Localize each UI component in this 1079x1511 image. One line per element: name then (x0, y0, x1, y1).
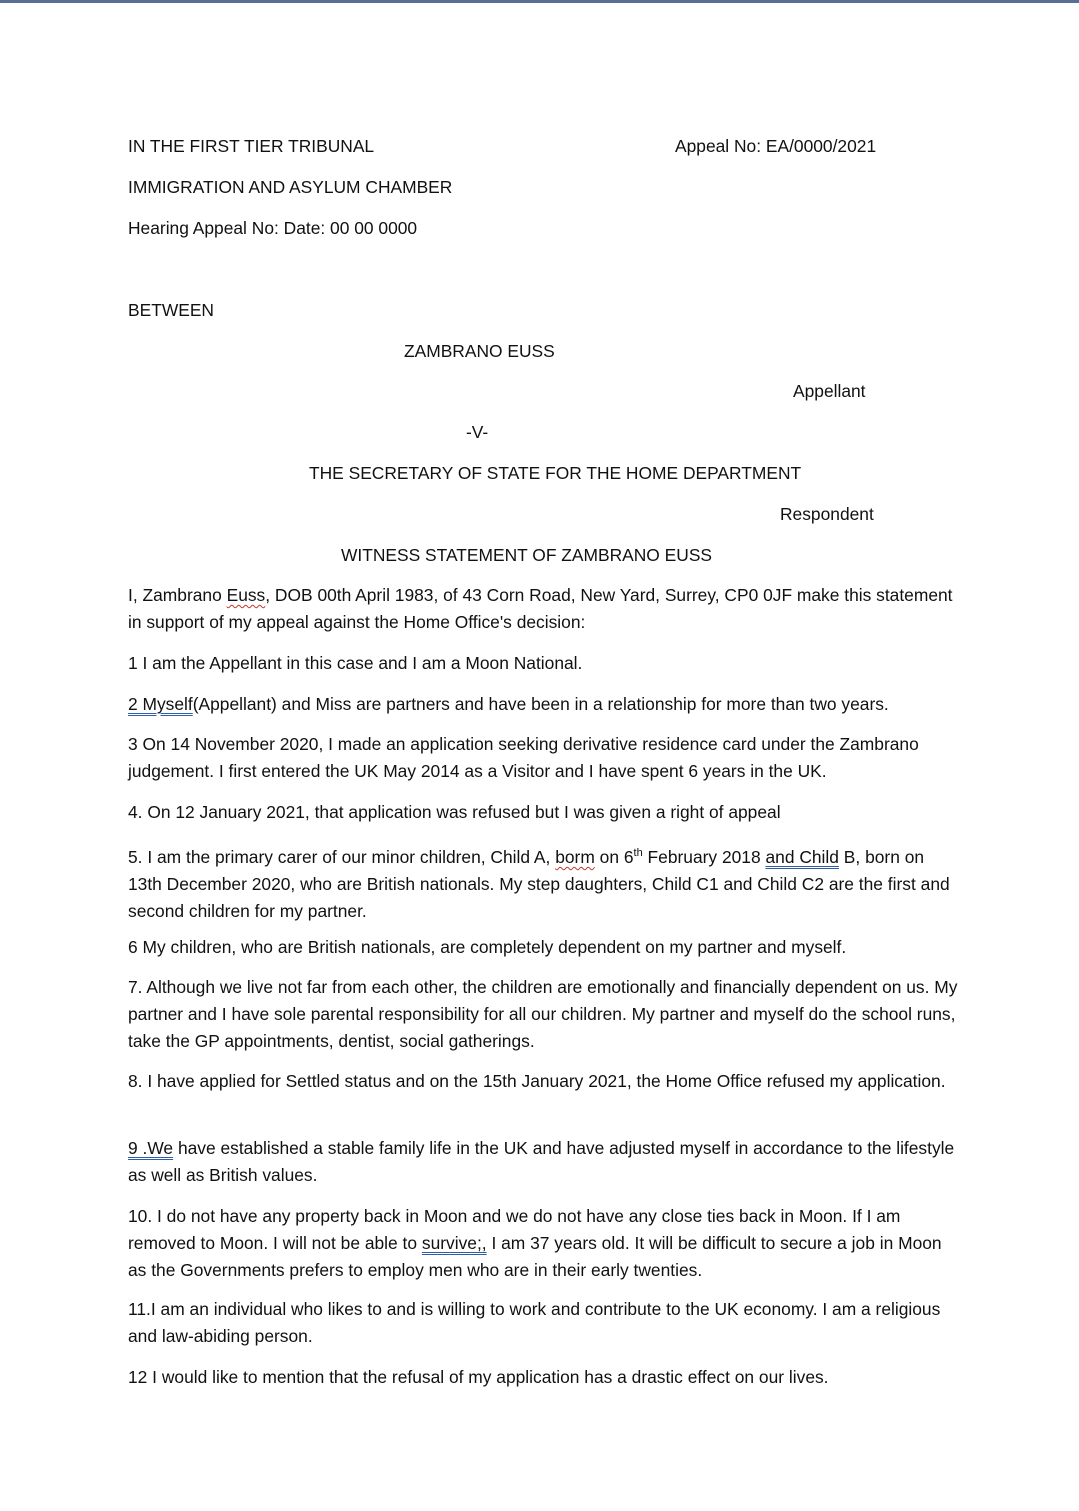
page-top-border (0, 0, 1079, 3)
paragraph-5-text-a: 5. I am the primary carer of our minor children, Child A, (128, 846, 556, 867)
paragraph-9 (128, 1135, 958, 1189)
respondent-role: Respondent (780, 504, 874, 524)
appellant-role: Appellant (793, 381, 866, 401)
respondent-name: THE SECRETARY OF STATE FOR THE HOME DEPARTMENT (309, 463, 802, 483)
paragraph-5-spellcheck-word: borm (555, 846, 595, 867)
chamber-name-line: IMMIGRATION AND ASYLUM CHAMBER (128, 177, 453, 197)
paragraph-12: 12 I would like to mention that the refusal of my application has a drastic effect on our lives. (128, 1367, 829, 1387)
paragraph-9-grammar-mark: 9 .We (128, 1138, 174, 1158)
paragraph-5-superscript: th (633, 847, 643, 859)
paragraph-6: 6 My children, who are British nationals, are completely dependent on my partner and myself. (128, 937, 847, 957)
intro-text-rest: , DOB 00th April 1983, of 43 Corn Road, New Yard, Surrey, CP0 0JF make this statement in support of my appeal against the Home Office's decision: (128, 585, 953, 632)
paragraph-10-grammar-mark: survive;, (421, 1233, 487, 1253)
paragraph-4: 4. On 12 January 2021, that application was refused but I was given a right of appeal (128, 802, 781, 822)
paragraph-5-grammar-mark: and Child (765, 846, 839, 867)
paragraph-10 (128, 1203, 958, 1284)
paragraph-11: 11.I am an individual who likes to and is willing to work and contribute to the UK economy. I am a religious and law-abiding person. (128, 1299, 941, 1346)
paragraph-2 (128, 691, 958, 718)
hearing-line: Hearing Appeal No: Date: 00 00 0000 (128, 218, 418, 238)
paragraph-3: 3 On 14 November 2020, I made an application seeking derivative residence card under the Zambrano judgement. I first entered the UK May 2014 as a Visitor and I have spent 6 years in the UK. (128, 734, 919, 781)
paragraph-9-text: have established a stable family life in the UK and have adjusted myself in accordance to the lifestyle as well as British values. (128, 1138, 955, 1185)
intro-paragraph (128, 582, 958, 636)
appellant-name: ZAMBRANO EUSS (404, 341, 555, 361)
intro-text-start: I, Zambrano (128, 585, 227, 605)
appeal-number: Appeal No: EA/0000/2021 (675, 136, 877, 156)
paragraph-5-text-c: on 6 (594, 846, 634, 867)
paragraph-2-grammar-mark: 2 Myself (128, 694, 193, 714)
paragraph-8: 8. I have applied for Settled status and on the 15th January 2021, the Home Office refused my application. (128, 1071, 946, 1091)
paragraph-10-text-c: I am 37 years old. It will be difficult to secure a job in Moon as the Governments prefers to employ men who are in their early twenties. (128, 1233, 942, 1280)
versus-label: -V- (466, 422, 489, 442)
paragraph-5-text-d: February 2018 (642, 846, 766, 867)
paragraph-5 (128, 840, 958, 925)
paragraph-10-text-a: 10. I do not have any property back in Moon and we do not have any close ties back in Moon. If I am removed to Moon. I will not be able to (128, 1206, 901, 1253)
paragraph-1: 1 I am the Appellant in this case and I am a Moon National. (128, 653, 583, 673)
paragraph-5-text-f: B, born on 13th December 2020, who are British nationals. My step daughters, Child C1 and Child C2 are the first and second children for my partner. (128, 846, 950, 921)
intro-surname-spellcheck: Euss (226, 585, 266, 605)
statement-title: WITNESS STATEMENT OF ZAMBRANO EUSS (341, 545, 713, 565)
paragraph-2-text: (Appellant) and Miss are partners and have been in a relationship for more than two years. (192, 694, 889, 714)
paragraph-7: 7. Although we live not far from each other, the children are emotionally and financially dependent on us. My partner and I have sole parental responsibility for all our children. My partner and myself do the school runs, take the GP appointments, dentist, social gatherings. (128, 977, 958, 1051)
court-name-line: IN THE FIRST TIER TRIBUNAL (128, 136, 375, 156)
between-label: BETWEEN (128, 300, 214, 320)
